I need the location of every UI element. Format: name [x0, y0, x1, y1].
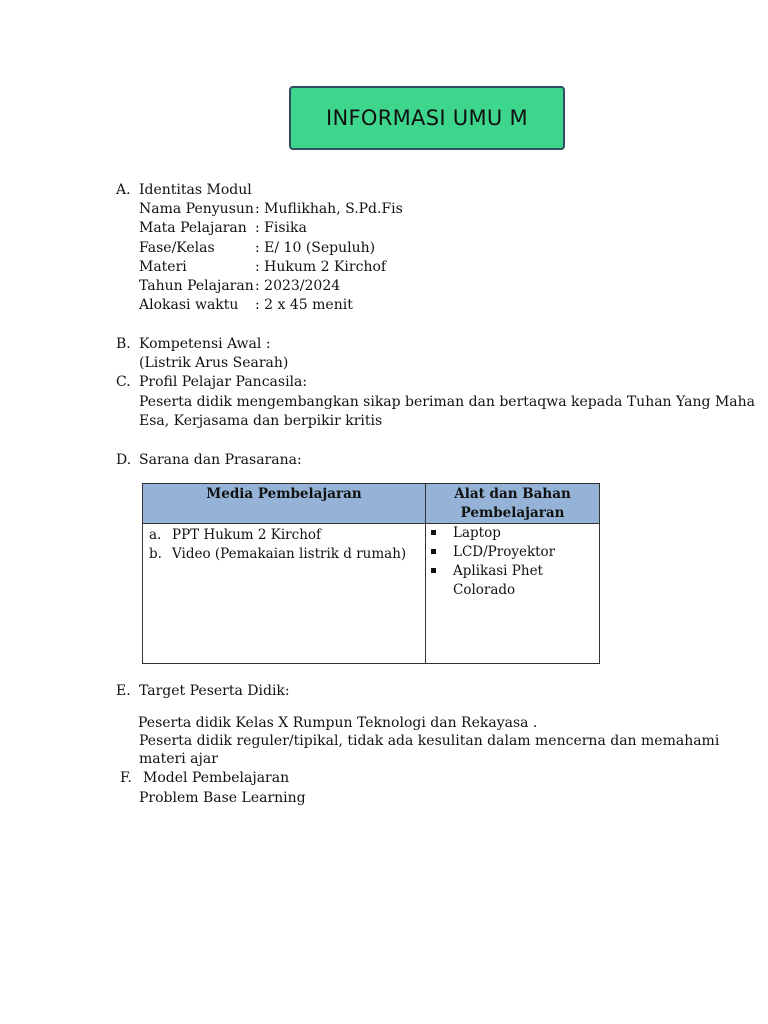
identity-row: [139, 239, 375, 258]
facilities-table: [142, 483, 600, 664]
section-c-letter: C.: [116, 374, 131, 390]
section-a-letter: A.: [116, 182, 131, 198]
identity-value: : Hukum 2 Kirchof: [255, 259, 387, 275]
section-e-letter: E.: [116, 683, 131, 699]
identity-key: Fase/Kelas: [139, 240, 215, 256]
section-f-heading: Model Pembelajaran: [143, 770, 290, 786]
section-f-letter: F.: [120, 770, 132, 786]
section-d-letter: D.: [116, 452, 132, 468]
table-header-tools: [426, 484, 600, 524]
bullet-icon: [431, 530, 436, 535]
section-b-letter: B.: [116, 336, 131, 352]
identity-key: Alokasi waktu: [139, 297, 239, 313]
table-row: [143, 524, 600, 664]
list-item-text: Aplikasi Phet Colorado: [453, 563, 543, 598]
list-item: [143, 545, 425, 564]
section-c-text: Peserta didik mengembangkan sikap beriman dan bertaqwa kepada Tuhan Yang Maha: [139, 394, 755, 410]
bullet-icon: [431, 549, 436, 554]
table-header-media: [143, 484, 426, 524]
table-header-label: Media Pembelajaran: [206, 486, 362, 502]
table-header-label: Alat dan Bahan: [454, 486, 571, 502]
table-header-row: [143, 484, 600, 524]
section-e-text: Peserta didik Kelas X Rumpun Teknologi dan Rekayasa .: [138, 715, 538, 731]
table-header-label: Pembelajaran: [460, 505, 565, 521]
identity-key: Materi: [139, 259, 187, 275]
identity-row: [139, 258, 386, 277]
section-e-text: materi ajar: [139, 751, 218, 767]
identity-key: Nama Penyusun: [139, 201, 254, 217]
list-item-text: PPT Hukum 2 Kirchof: [172, 527, 322, 543]
media-cell: [143, 524, 426, 664]
section-f-text: Problem Base Learning: [139, 790, 306, 806]
identity-key: Tahun Pelajaran: [139, 278, 254, 294]
identity-value: : 2 x 45 menit: [255, 297, 353, 313]
list-item: [426, 543, 599, 562]
identity-value: : Fisika: [255, 220, 307, 236]
section-e-heading: Target Peserta Didik:: [139, 683, 290, 699]
page-title: INFORMASI UMU M: [289, 86, 565, 150]
list-item: [143, 526, 425, 545]
identity-value: : E/ 10 (Sepuluh): [255, 240, 376, 256]
identity-row: [139, 200, 403, 219]
identity-row: [139, 277, 340, 296]
identity-row: [139, 219, 307, 238]
identity-value: : Muflikhah, S.Pd.Fis: [255, 201, 403, 217]
bullet-icon: [431, 568, 436, 573]
list-item-text: Video (Pemakaian listrik d rumah): [172, 546, 407, 562]
list-item: [426, 562, 599, 600]
identity-key: Mata Pelajaran: [139, 220, 247, 236]
section-c-text: Esa, Kerjasama dan berpikir kritis: [139, 413, 383, 429]
section-d-heading: Sarana dan Prasarana:: [139, 452, 302, 468]
section-b-text: (Listrik Arus Searah): [139, 355, 289, 371]
tools-cell: [426, 524, 600, 664]
list-item-text: Laptop: [453, 525, 501, 541]
list-marker: b.: [149, 546, 162, 562]
list-marker: a.: [149, 527, 162, 543]
identity-row: [139, 296, 353, 315]
list-item-text: LCD/Proyektor: [453, 544, 556, 560]
identity-value: : 2023/2024: [255, 278, 341, 294]
section-b-heading: Kompetensi Awal :: [139, 336, 271, 352]
section-a-heading: Identitas Modul: [139, 182, 252, 198]
section-e-text: Peserta didik reguler/tipikal, tidak ada kesulitan dalam mencerna dan memahami: [139, 733, 720, 749]
section-c-heading: Profil Pelajar Pancasila:: [139, 374, 308, 390]
list-item: [426, 524, 599, 543]
